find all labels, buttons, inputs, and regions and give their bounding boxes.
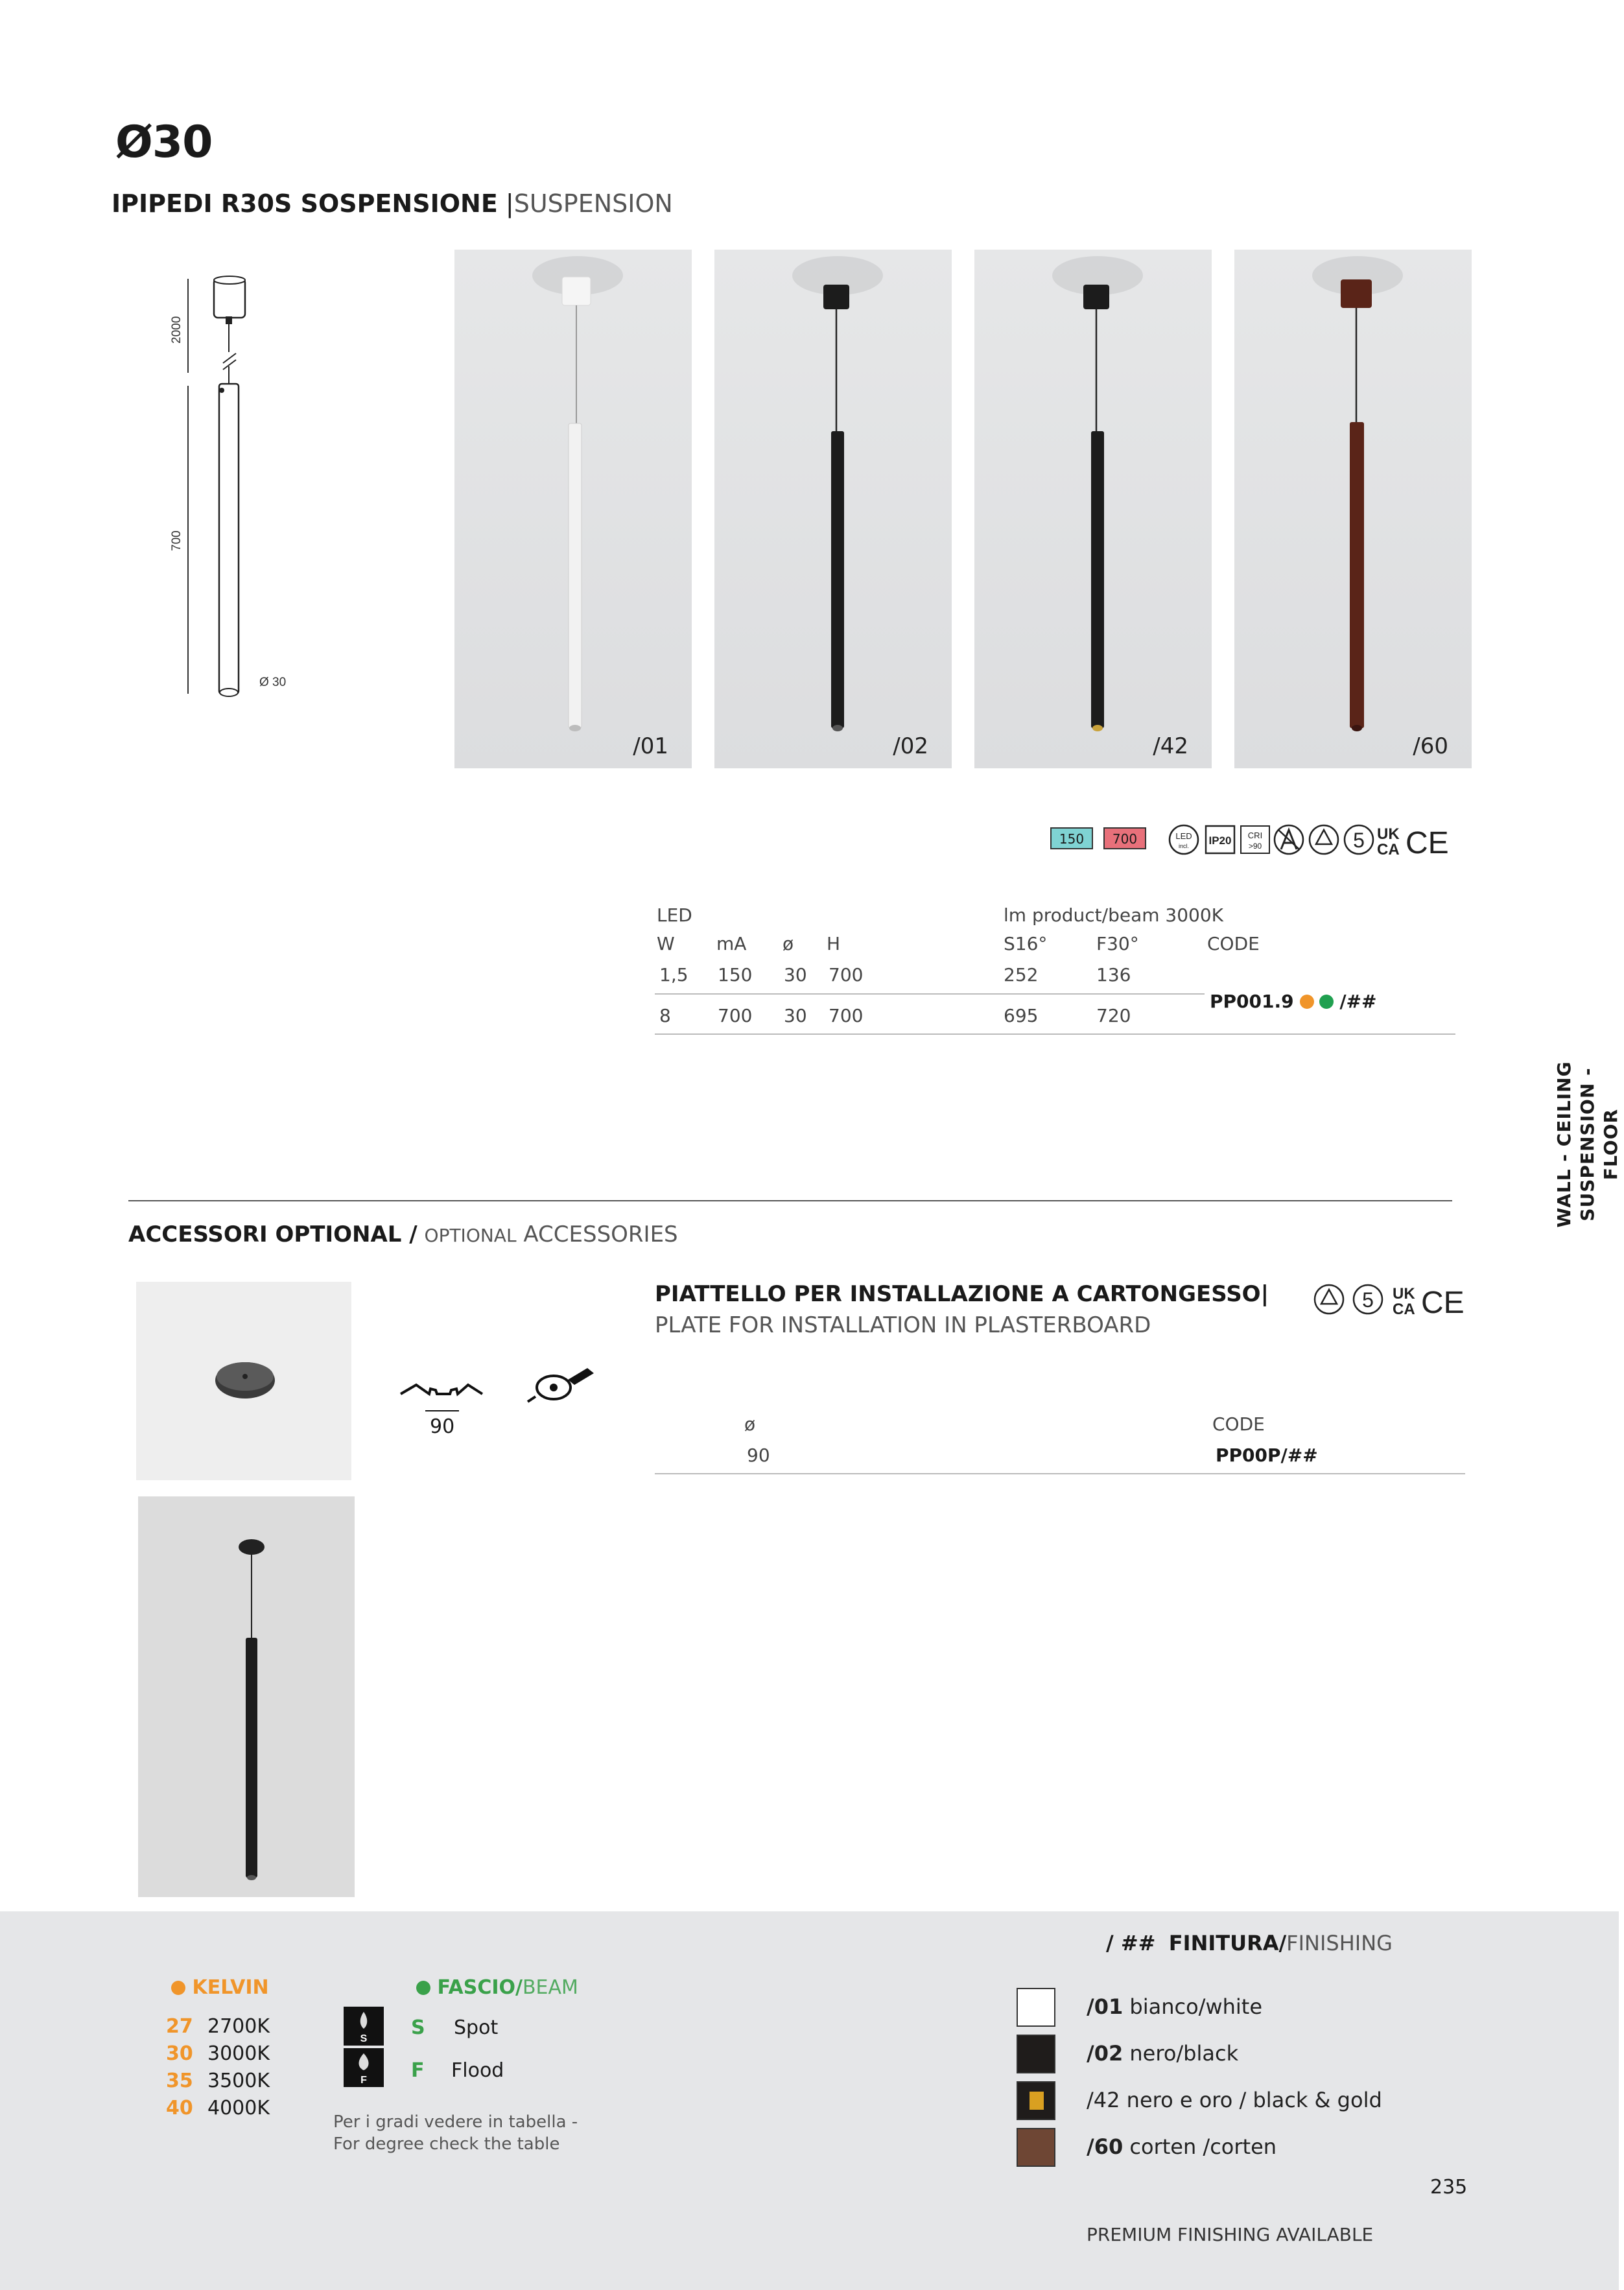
installed-pendant-illustration	[138, 1496, 355, 1897]
finish-swatch	[1017, 2035, 1055, 2073]
product-type: SUSPENSION	[513, 189, 673, 218]
cri-text: CRI	[1247, 831, 1263, 840]
beam-dot-icon	[1319, 995, 1334, 1009]
plate-ce-text: CE	[1421, 1286, 1465, 1320]
dim-body-label: 700	[170, 530, 183, 551]
finish-code: /60	[1087, 2134, 1124, 2159]
led-icon-text: LED	[1175, 831, 1192, 841]
page-number: 235	[1430, 2176, 1468, 2199]
finishing-title-en: FINISHING	[1286, 1931, 1393, 1955]
plate-row-code: PP00P/##	[1216, 1445, 1318, 1466]
product-photo-black	[714, 250, 952, 768]
header-s16: S16°	[1004, 933, 1048, 954]
plate-ca-text: CA	[1393, 1301, 1415, 1318]
side-line-2: SUSPENSION - FLOOR	[1577, 1067, 1621, 1222]
finish-code: /42	[1087, 2088, 1120, 2112]
row1-h: 700	[829, 964, 864, 986]
header-ma: mA	[716, 933, 747, 954]
product-photo-white	[454, 250, 692, 768]
ma-150-badge: 150	[1050, 827, 1093, 849]
finish-name: nero e oro / black & gold	[1126, 2088, 1382, 2112]
kelvin-value: 2700K	[207, 2015, 270, 2038]
row1-w: 1,5	[659, 964, 688, 986]
kelvin-dot-icon	[171, 1981, 185, 1995]
kelvin-code: 30	[166, 2042, 193, 2065]
row-divider	[655, 993, 1205, 995]
dim-length-label: 2000	[170, 316, 183, 344]
kelvin-code: 27	[166, 2015, 193, 2038]
kelvin-title	[171, 1976, 269, 1999]
finishing-title-it: FINITURA/	[1168, 1931, 1287, 1955]
plate-table-rule	[655, 1473, 1465, 1474]
beam-title-en: BEAM	[522, 1976, 578, 1999]
finish-name: bianco/white	[1129, 1994, 1263, 2019]
ma-700-badge: 700	[1103, 827, 1146, 849]
plate-dim-label: 90	[430, 1415, 455, 1438]
finish-text	[1087, 2041, 1238, 2066]
row2-diameter: 30	[784, 1005, 807, 1026]
finish-label: /01	[633, 733, 668, 759]
kelvin-code: 35	[166, 2070, 193, 2092]
table-bottom-rule	[655, 1033, 1455, 1035]
product-name: IPIPEDI R30S SOSPENSIONE	[112, 189, 498, 218]
ce-text: CE	[1406, 826, 1449, 860]
finish-label: /02	[893, 733, 928, 759]
header-diameter: ø	[783, 933, 794, 954]
beam-note-it: Per i gradi vedere in tabella -	[333, 2112, 578, 2132]
finish-text	[1087, 2134, 1277, 2159]
ukca-icon	[1377, 825, 1400, 858]
kelvin-list	[166, 2015, 270, 2124]
kelvin-value: 3500K	[207, 2070, 270, 2092]
ukca-top-text: UK	[1377, 825, 1400, 843]
pendant-illustration-white	[454, 250, 692, 768]
plate-title-it: PIATTELLO PER INSTALLAZIONE A CARTONGESSO|	[655, 1281, 1269, 1307]
cri-subtext: >90	[1248, 842, 1262, 851]
plate-illustration	[136, 1282, 351, 1480]
certification-badges	[1050, 822, 1472, 858]
flood-beam-icon	[344, 2048, 384, 2087]
product-photo-corten	[1234, 250, 1472, 768]
kelvin-title-text: KELVIN	[192, 1976, 269, 1999]
finish-swatch	[1017, 2081, 1055, 2120]
pendant-illustration-black	[714, 250, 952, 768]
beam-title	[416, 1976, 578, 1999]
recycling-icon	[1310, 825, 1338, 854]
ce-icon	[1421, 1286, 1465, 1320]
side-line-1: WALL - CEILING	[1553, 1061, 1575, 1228]
pendant-illustration-black-gold	[974, 250, 1212, 768]
ukca-bottom-text: CA	[1377, 841, 1400, 858]
beam-title-it: FASCIO/	[437, 1976, 523, 1999]
no-flammable-icon	[1275, 825, 1303, 854]
five-year-warranty-icon	[1354, 1285, 1382, 1314]
svg-text:F: F	[360, 2075, 367, 2086]
row2-ma: 700	[718, 1005, 753, 1026]
product-photo-black-gold	[974, 250, 1212, 768]
header-w: W	[657, 933, 675, 954]
cert-icons	[1167, 822, 1472, 858]
cri-icon	[1241, 826, 1269, 853]
ip20-icon	[1206, 826, 1234, 853]
finish-name: nero/black	[1129, 2041, 1239, 2066]
beam-icons	[344, 2007, 384, 2087]
row2-s16: 695	[1004, 1005, 1039, 1026]
finish-label: /42	[1153, 733, 1188, 759]
accessories-title	[128, 1222, 678, 1247]
plate-five-text: 5	[1362, 1288, 1374, 1312]
premium-finishing-note: PREMIUM FINISHING AVAILABLE	[1087, 2224, 1374, 2245]
header-code: CODE	[1207, 933, 1260, 954]
drill-hole-icon	[523, 1354, 599, 1406]
beam-code: S	[411, 2016, 425, 2039]
five-year-warranty-icon	[1345, 825, 1373, 854]
finish-swatch	[1017, 1988, 1055, 2027]
led-icon	[1170, 825, 1198, 854]
finish-swatch	[1017, 2128, 1055, 2167]
plate-header-diameter: ø	[744, 1413, 756, 1435]
title-separator: |	[505, 189, 514, 218]
beam-item-flood	[411, 2059, 504, 2082]
kelvin-item	[166, 2097, 270, 2124]
plate-section-icon	[397, 1360, 488, 1412]
beam-code: F	[411, 2059, 425, 2082]
beam-note	[333, 2111, 578, 2155]
product-subtitle	[112, 189, 673, 218]
beam-value: Spot	[454, 2016, 499, 2039]
plate-uk-text: UK	[1393, 1285, 1415, 1303]
kelvin-item	[166, 2070, 270, 2097]
finish-name: corten /corten	[1129, 2134, 1277, 2159]
finish-code: /02	[1087, 2041, 1124, 2066]
row2-h: 700	[829, 1005, 864, 1026]
gold-accent	[1030, 2092, 1044, 2110]
svg-text:S: S	[360, 2033, 368, 2044]
plate-title	[655, 1279, 1269, 1341]
accessories-title-en: ACCESSORIES	[523, 1222, 678, 1247]
kelvin-item	[166, 2015, 270, 2042]
accessories-title-it: ACCESSORI OPTIONAL /	[128, 1222, 418, 1247]
section-divider	[128, 1200, 1452, 1201]
row1-ma: 150	[718, 964, 753, 986]
finishing-prefix: / ##	[1106, 1931, 1156, 1955]
finish-code: /01	[1087, 1994, 1124, 2019]
drawing-svg	[162, 266, 331, 707]
led-icon-subtext: incl.	[1178, 843, 1190, 849]
accessories-title-en-small: OPTIONAL	[424, 1225, 517, 1246]
spot-beam-icon	[344, 2007, 384, 2046]
finish-text	[1087, 1994, 1262, 2019]
pendant-illustration-corten	[1234, 250, 1472, 768]
header-h: H	[827, 933, 841, 954]
plate-row-diameter: 90	[747, 1445, 770, 1466]
kelvin-item	[166, 2042, 270, 2070]
kelvin-dot-icon	[1300, 995, 1314, 1009]
five-year-text: 5	[1353, 829, 1365, 852]
product-code	[1210, 991, 1376, 1012]
beam-value: Flood	[451, 2059, 504, 2082]
kelvin-code: 40	[166, 2097, 193, 2119]
finish-text	[1087, 2088, 1382, 2112]
installed-pendant-photo	[138, 1496, 355, 1897]
code-prefix: PP001.9	[1210, 991, 1294, 1012]
finishing-title	[1106, 1931, 1393, 1955]
plate-title-en: PLATE FOR INSTALLATION IN PLASTERBOARD	[655, 1312, 1151, 1338]
row1-s16: 252	[1004, 964, 1039, 986]
plate-cert-icons	[1312, 1281, 1468, 1320]
page-title: Ø30	[115, 117, 213, 168]
kelvin-value: 4000K	[207, 2097, 270, 2119]
beam-item-spot	[411, 2016, 498, 2039]
kelvin-value: 3000K	[207, 2042, 270, 2065]
code-suffix: /##	[1339, 991, 1377, 1012]
beam-dot-icon	[416, 1981, 430, 1995]
header-f30: F30°	[1096, 933, 1139, 954]
category-side-label	[1546, 1037, 1624, 1251]
recycling-icon	[1315, 1285, 1343, 1314]
row1-diameter: 30	[784, 964, 807, 986]
technical-drawing	[162, 266, 331, 707]
row2-f30: 720	[1096, 1005, 1131, 1026]
ukca-icon	[1393, 1285, 1415, 1318]
group-led-header: LED	[657, 904, 692, 926]
beam-note-en: For degree check the table	[333, 2134, 560, 2154]
finish-label: /60	[1413, 733, 1448, 759]
ip20-text: IP20	[1208, 834, 1232, 847]
plate-header-code: CODE	[1212, 1413, 1265, 1435]
dim-diameter-label: Ø 30	[259, 676, 287, 689]
plate-photo	[136, 1282, 351, 1480]
row2-w: 8	[659, 1005, 671, 1026]
row1-f30: 136	[1096, 964, 1131, 986]
group-lm-header: lm product/beam 3000K	[1004, 904, 1224, 926]
ce-icon	[1406, 826, 1449, 860]
